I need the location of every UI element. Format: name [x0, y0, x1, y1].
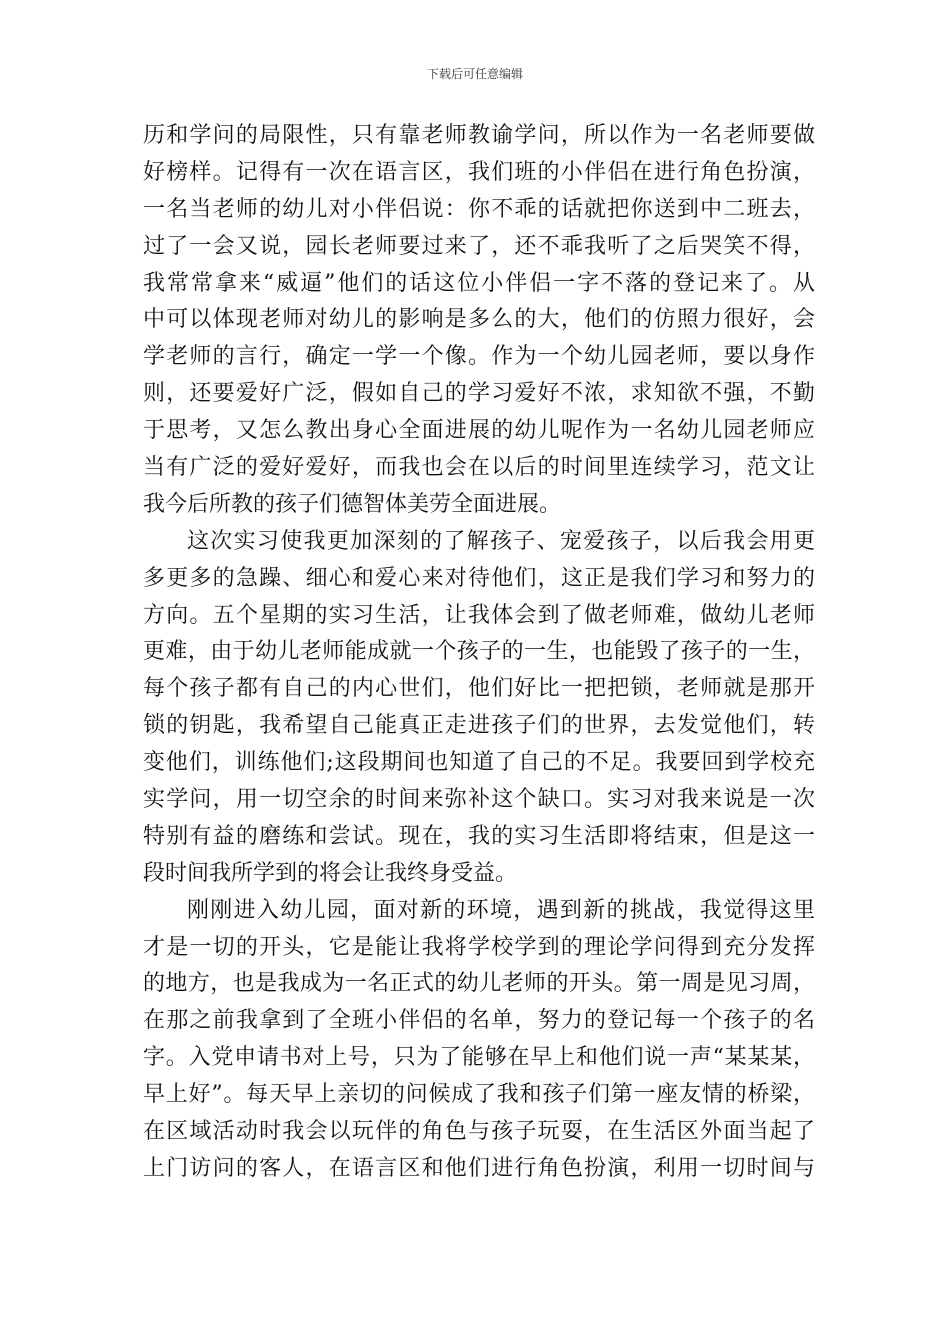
- text-line: 刚刚进入幼儿园，面对新的环境，遇到新的挑战，我觉得这里: [187, 897, 815, 923]
- text-line: 的地方，也是我成为一名正式的幼儿老师的开头。第一周是见习周，: [143, 971, 815, 997]
- document-body: [143, 118, 815, 1188]
- text-line: 过了一会又说，园长老师要过来了，还不乖我听了之后哭笑不得，: [143, 233, 815, 259]
- paragraph-2: [143, 524, 815, 893]
- text-line: 我常常拿来“威逼”他们的话这位小伴侣一字不落的登记来了。从: [143, 270, 815, 296]
- text-line: 每个孩子都有自己的内心世们，他们好比一把把锁，老师就是那开: [143, 676, 815, 702]
- text-line: 早上好”。每天早上亲切的问候成了我和孩子们第一座友情的桥梁，: [143, 1082, 815, 1108]
- paragraph-3: [143, 893, 815, 1188]
- text-line: 于思考，又怎么教出身心全面进展的幼儿呢作为一名幼儿园老师应: [143, 418, 815, 444]
- text-line: 学老师的言行，确定一学一个像。作为一个幼儿园老师，要以身作: [143, 344, 815, 370]
- text-line: 在区域活动时我会以玩伴的角色与孩子玩耍，在生活区外面当起了: [143, 1119, 815, 1145]
- text-line: 更难，由于幼儿老师能成就一个孩子的一生，也能毁了孩子的一生，: [143, 639, 815, 665]
- text-line: 才是一切的开头，它是能让我将学校学到的理论学问得到充分发挥: [143, 934, 815, 960]
- text-line: 在那之前我拿到了全班小伴侣的名单，努力的登记每一个孩子的名: [143, 1008, 815, 1034]
- text-line: 多更多的急躁、细心和爱心来对待他们，这正是我们学习和努力的: [143, 565, 815, 591]
- text-line: 特别有益的磨练和尝试。现在，我的实习生活即将结束，但是这一: [143, 823, 815, 849]
- text-line: 变他们，训练他们;这段期间也知道了自己的不足。我要回到学校充: [143, 750, 815, 776]
- text-line: 则，还要爱好广泛，假如自己的学习爱好不浓，求知欲不强，不勤: [143, 381, 815, 407]
- text-line: 我今后所教的孩子们德智体美劳全面进展。: [143, 491, 562, 517]
- text-line: 这次实习使我更加深刻的了解孩子、宠爱孩子，以后我会用更: [187, 528, 815, 554]
- text-line: 上门访问的客人，在语言区和他们进行角色扮演，利用一切时间与: [143, 1155, 815, 1181]
- text-line: 字。入党申请书对上号，只为了能够在早上和他们说一声“某某某，: [143, 1045, 815, 1071]
- paragraph-1: [143, 118, 815, 524]
- text-line: 中可以体现老师对幼儿的影响是多么的大，他们的仿照力很好，会: [143, 307, 815, 333]
- text-line: 锁的钥匙，我希望自己能真正走进孩子们的世界，去发觉他们，转: [143, 713, 815, 739]
- text-line: 实学问，用一切空余的时间来弥补这个缺口。实习对我来说是一次: [143, 787, 815, 813]
- text-line: 当有广泛的爱好爱好，而我也会在以后的时间里连续学习，范文让: [143, 455, 815, 481]
- text-line: 好榜样。记得有一次在语言区，我们班的小伴侣在进行角色扮演，: [143, 159, 815, 185]
- page-header: 下载后可任意编辑: [426, 67, 523, 81]
- text-line: 历和学问的局限性，只有靠老师教谕学问，所以作为一名老师要做: [143, 123, 815, 148]
- text-line: 段时间我所学到的将会让我终身受益。: [143, 860, 518, 886]
- text-line: 方向。五个星期的实习生活，让我体会到了做老师难，做幼儿老师: [143, 602, 815, 628]
- text-line: 一名当老师的幼儿对小伴侣说：你不乖的话就把你送到中二班去，: [143, 196, 815, 222]
